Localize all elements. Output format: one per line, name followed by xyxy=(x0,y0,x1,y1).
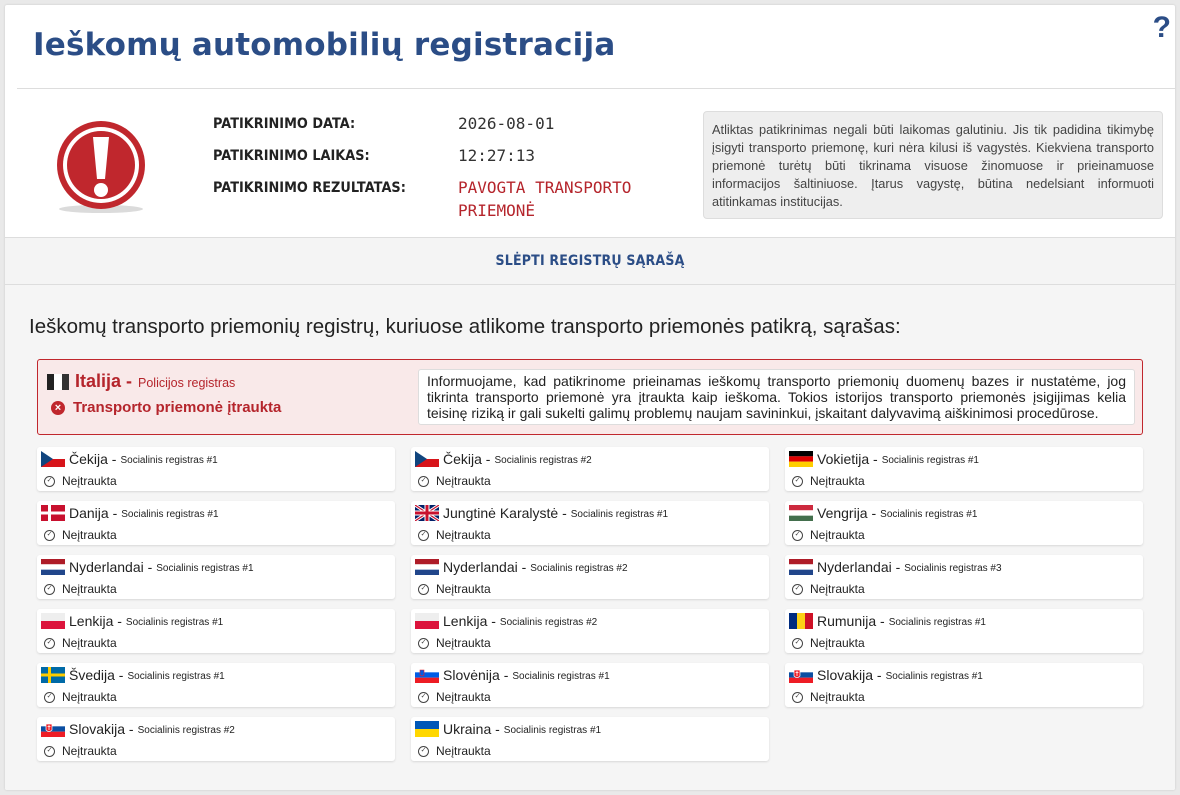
register-name: Socialinis registras #1 xyxy=(120,454,218,466)
register-name: Socialinis registras #2 xyxy=(137,724,235,736)
check-icon: ✓ xyxy=(418,584,429,595)
italy-flag-icon xyxy=(47,374,69,390)
cz-flag-icon xyxy=(41,451,65,467)
register-country: Nyderlandai - xyxy=(69,559,153,575)
register-status-row xyxy=(792,528,865,542)
hit-status-row xyxy=(47,399,281,416)
register-status-row xyxy=(44,582,117,596)
register-status: Neįtraukta xyxy=(62,582,117,596)
register-card-header xyxy=(789,505,977,521)
nl-flag-icon xyxy=(41,559,65,575)
register-card xyxy=(785,609,1143,653)
register-card xyxy=(37,501,395,545)
check-icon: ✓ xyxy=(792,476,803,487)
sk-flag-icon xyxy=(789,667,813,683)
register-country: Lenkija - xyxy=(69,613,122,629)
hit-info-box: Informuojame, kad patikrinome prieinamas ieškomų transporto priemonių duomenų bazes ir nustatėme, jog tikrinta transporto priemonė yra įtraukta kaip ieškoma. Tokios istorijos transporto priemonės įsigijimas kelia teisinę riziką ir gali sukelti galimų problemų naujam savininkui, įskaitant dalyvavimą aiškinimosi procedūrose. xyxy=(418,369,1135,425)
register-name: Socialinis registras #1 xyxy=(127,670,225,682)
register-country: Jungtinė Karalystė - xyxy=(443,505,567,521)
register-card-header xyxy=(415,505,668,521)
check-icon: ✓ xyxy=(44,746,55,757)
register-country: Lenkija - xyxy=(443,613,496,629)
error-icon: × xyxy=(51,401,65,415)
register-section-title: Ieškomų transporto priemonių registrų, kuriuose atlikome transporto priemonės patikrą, sąrašas: xyxy=(29,315,901,338)
register-name: Socialinis registras #1 xyxy=(881,454,979,466)
register-name: Socialinis registras #2 xyxy=(530,562,628,574)
check-icon: ✓ xyxy=(418,692,429,703)
register-status: Neįtraukta xyxy=(810,690,865,704)
register-status-row xyxy=(792,690,865,704)
register-status-row xyxy=(44,744,117,758)
register-card xyxy=(411,609,769,653)
check-icon: ✓ xyxy=(792,584,803,595)
register-card xyxy=(411,717,769,761)
register-card-header xyxy=(789,613,986,629)
register-country: Danija - xyxy=(69,505,118,521)
register-card xyxy=(785,663,1143,707)
register-status: Neįtraukta xyxy=(62,636,117,650)
register-status: Neįtraukta xyxy=(810,528,865,542)
pl-flag-icon xyxy=(415,613,439,629)
cz-flag-icon xyxy=(415,451,439,467)
se-flag-icon xyxy=(41,667,65,683)
register-name: Socialinis registras #1 xyxy=(512,670,610,682)
register-card-header xyxy=(415,451,592,467)
register-status: Neįtraukta xyxy=(436,474,491,488)
check-icon: ✓ xyxy=(44,692,55,703)
register-country: Slovėnija - xyxy=(443,667,509,683)
sk-flag-icon xyxy=(41,721,65,737)
register-card xyxy=(785,501,1143,545)
check-date-label: PATIKRINIMO DATA: xyxy=(213,116,356,132)
register-name: Socialinis registras #1 xyxy=(570,508,668,520)
register-status: Neįtraukta xyxy=(62,528,117,542)
toggle-register-list-label[interactable]: SLĖPTI REGISTRŲ SĄRAŠĄ xyxy=(495,253,685,269)
register-card xyxy=(411,501,769,545)
hit-country-name: Italija - xyxy=(75,371,133,391)
divider xyxy=(17,88,1175,89)
register-status-row xyxy=(418,474,491,488)
check-icon: ✓ xyxy=(792,692,803,703)
register-country: Slovakija - xyxy=(69,721,134,737)
results-panel xyxy=(5,5,1175,790)
check-labels xyxy=(213,108,406,204)
register-card xyxy=(411,447,769,491)
register-status-row xyxy=(44,528,117,542)
register-name: Socialinis registras #1 xyxy=(503,724,602,736)
register-name: Socialinis registras #2 xyxy=(494,454,592,466)
register-status: Neįtraukta xyxy=(436,744,491,758)
register-card xyxy=(785,555,1143,599)
register-name: Socialinis registras #2 xyxy=(499,616,598,628)
check-icon: ✓ xyxy=(792,530,803,541)
register-status-row xyxy=(792,474,865,488)
register-country: Vengrija - xyxy=(817,505,877,521)
register-country: Čekija - xyxy=(443,451,491,467)
register-country: Čekija - xyxy=(69,451,117,467)
register-name: Socialinis registras #1 xyxy=(156,562,254,574)
register-status: Neįtraukta xyxy=(436,636,491,650)
check-time-label: PATIKRINIMO LAIKAS: xyxy=(213,148,370,164)
page-title: Ieškomų automobilių registracija xyxy=(33,27,616,63)
register-name: Socialinis registras #1 xyxy=(888,616,986,628)
register-card-header xyxy=(415,667,610,683)
check-icon: ✓ xyxy=(44,530,55,541)
register-card-header xyxy=(41,451,218,467)
register-status: Neįtraukta xyxy=(436,528,491,542)
disclaimer-box: Atliktas patikrinimas negali būti laikomas galutiniu. Jis tik padidina tikimybę įsigyti transporto priemonę, kuri nėra kilusi iš vagystės. Kiekviena transporto priemonė turėtų būti tikrinama visuose žinomuose ir prieinamuose informacijos šaltiniuose. Įtarus vagystę, būtina nedelsiant informuoti atitinkamas institucijas. xyxy=(703,111,1163,219)
ua-flag-icon xyxy=(415,721,439,737)
register-card xyxy=(37,447,395,491)
register-card-header xyxy=(41,559,254,575)
register-country: Slovakija - xyxy=(817,667,882,683)
register-status: Neįtraukta xyxy=(62,474,117,488)
register-card xyxy=(37,717,395,761)
register-card xyxy=(37,555,395,599)
register-status: Neįtraukta xyxy=(62,690,117,704)
register-status-row xyxy=(418,636,491,650)
register-name: Socialinis registras #1 xyxy=(121,508,219,520)
dk-flag-icon xyxy=(41,505,65,521)
register-country: Nyderlandai - xyxy=(443,559,527,575)
check-icon: ✓ xyxy=(418,746,429,757)
register-status-row xyxy=(44,690,117,704)
help-icon[interactable]: ? xyxy=(1152,11,1171,44)
check-icon: ✓ xyxy=(418,638,429,649)
register-country: Švedija - xyxy=(69,667,124,683)
register-status-row xyxy=(792,636,865,650)
register-status: Neįtraukta xyxy=(62,744,117,758)
register-card-header xyxy=(41,505,219,521)
check-icon: ✓ xyxy=(44,638,55,649)
register-status-row xyxy=(418,582,491,596)
check-icon: ✓ xyxy=(44,584,55,595)
register-country: Vokietija - xyxy=(817,451,878,467)
register-card-header xyxy=(789,451,979,467)
hit-register-name: Policijos registras xyxy=(138,375,236,390)
register-status: Neįtraukta xyxy=(810,636,865,650)
register-card xyxy=(37,663,395,707)
register-section xyxy=(5,285,1175,790)
check-result-label: PATIKRINIMO REZULTATAS: xyxy=(213,180,406,196)
check-icon: ✓ xyxy=(418,530,429,541)
register-name: Socialinis registras #1 xyxy=(125,616,224,628)
nl-flag-icon xyxy=(415,559,439,575)
register-status-row xyxy=(418,744,491,758)
check-result-value: PAVOGTA TRANSPORTO PRIEMONĖ xyxy=(458,178,632,220)
register-status: Neįtraukta xyxy=(436,690,491,704)
register-name: Socialinis registras #1 xyxy=(885,670,983,682)
nl-flag-icon xyxy=(789,559,813,575)
register-name: Socialinis registras #1 xyxy=(880,508,978,520)
register-card-header xyxy=(415,613,597,629)
check-date-value: 2026-08-01 xyxy=(458,114,555,133)
register-status: Neįtraukta xyxy=(810,582,865,596)
register-country: Nyderlandai - xyxy=(817,559,901,575)
register-hit-card xyxy=(37,359,1143,435)
register-name: Socialinis registras #3 xyxy=(904,562,1002,574)
register-card-header xyxy=(789,559,1002,575)
register-card xyxy=(411,555,769,599)
gb-flag-icon xyxy=(415,505,439,521)
register-status-row xyxy=(418,690,491,704)
register-card-header xyxy=(415,721,601,737)
register-card-header xyxy=(41,613,223,629)
check-icon: ✓ xyxy=(44,476,55,487)
ro-flag-icon xyxy=(789,613,813,629)
register-card xyxy=(37,609,395,653)
check-time-value: 12:27:13 xyxy=(458,146,536,165)
alert-icon xyxy=(51,115,151,215)
de-flag-icon xyxy=(789,451,813,467)
si-flag-icon xyxy=(415,667,439,683)
register-country: Rumunija - xyxy=(817,613,885,629)
check-icon: ✓ xyxy=(792,638,803,649)
hit-country-row xyxy=(47,371,281,392)
register-country: Ukraina - xyxy=(443,721,500,737)
register-status-row xyxy=(44,474,117,488)
register-status: Neįtraukta xyxy=(436,582,491,596)
toggle-register-list[interactable] xyxy=(5,237,1175,285)
register-card-header xyxy=(415,559,628,575)
check-icon: ✓ xyxy=(418,476,429,487)
hit-status-text: Transporto priemonė įtraukta xyxy=(73,399,282,416)
register-status-row xyxy=(44,636,117,650)
check-values xyxy=(458,108,658,222)
register-status-row xyxy=(792,582,865,596)
register-card-header xyxy=(41,721,235,737)
register-status: Neįtraukta xyxy=(810,474,865,488)
hu-flag-icon xyxy=(789,505,813,521)
register-card-header xyxy=(789,667,983,683)
register-card-header xyxy=(41,667,225,683)
register-card xyxy=(785,447,1143,491)
register-card xyxy=(411,663,769,707)
register-status-row xyxy=(418,528,491,542)
pl-flag-icon xyxy=(41,613,65,629)
